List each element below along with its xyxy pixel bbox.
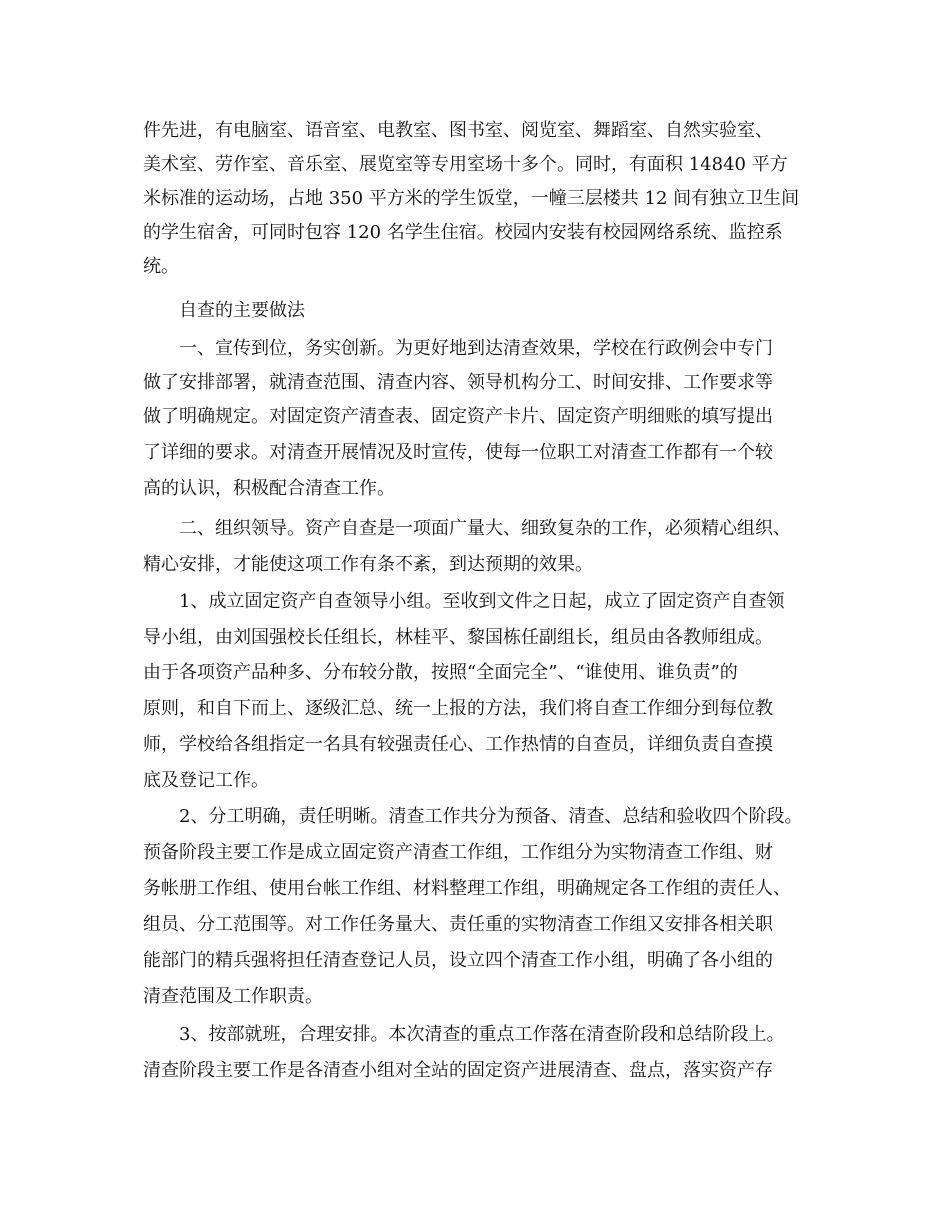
text-line: 精心安排，才能使这项工作有条不紊，到达预期的效果。 <box>143 554 593 575</box>
text-line: 了详细的要求。对清查开展情况及时宣传，使每一位职工对清查工作都有一个较 <box>143 442 773 463</box>
text-line: 预备阶段主要工作是成立固定资产清查工作组，工作组分为实物清查工作组、财 <box>143 842 773 863</box>
text-line: 一、宣传到位，务实创新。为更好地到达清查效果，学校在行政例会中专门 <box>179 338 773 359</box>
text-line: 底及登记工作。 <box>143 770 269 791</box>
text-line: 统。 <box>143 256 179 277</box>
section-heading: 自查的主要做法 <box>179 300 305 321</box>
text-line: 原则，和自下而上、逐级汇总、统一上报的方法，我们将自查工作细分到每位教 <box>143 698 773 719</box>
text-line: 做了明确规定。对固定资产清查表、固定资产卡片、固定资产明细账的填写提出 <box>143 406 773 427</box>
text-line: 3、按部就班，合理安排。本次清查的重点工作落在清查阶段和总结阶段上。 <box>179 1024 785 1045</box>
text-line: 米标准的运动场，占地 350 平方米的学生饭堂，一幢三层楼共 12 间有独立卫生间 <box>143 188 800 209</box>
text-line: 的学生宿舍，可同时包容 120 名学生住宿。校园内安装有校园网络系统、监控系 <box>143 222 783 243</box>
text-line: 件先进，有电脑室、语音室、电教室、图书室、阅览室、舞蹈室、自然实验室、 <box>143 120 773 141</box>
text-line: 做了安排部署，就清查范围、清查内容、领导机构分工、时间安排、工作要求等 <box>143 372 773 393</box>
text-line: 清查阶段主要工作是各清查小组对全站的固定资产进展清查、盘点，落实资产存 <box>143 1060 773 1081</box>
text-line: 美术室、劳作室、音乐室、展览室等专用室场十多个。同时，有面积 14840 平方 <box>143 154 788 175</box>
text-line: 师，学校给各组指定一名具有较强责任心、工作热情的自查员，详细负责自查摸 <box>143 734 773 755</box>
text-line: 组员、分工范围等。对工作任务量大、责任重的实物清查工作组又安排各相关职 <box>143 914 773 935</box>
text-line: 能部门的精兵强将担任清查登记人员，设立四个清查工作小组，明确了各小组的 <box>143 950 773 971</box>
text-line: 二、组织领导。资产自查是一项面广量大、细致复杂的工作，必须精心组织、 <box>179 518 791 539</box>
text-line: 2、分工明确，责任明晰。清查工作共分为预备、清查、总结和验收四个阶段。 <box>179 806 803 827</box>
text-line: 1、成立固定资产自查领导小组。至收到文件之日起，成立了固定资产自查领 <box>179 591 785 612</box>
text-line: 由于各项资产品种多、分布较分散，按照“全面完全”、“谁使用、谁负责”的 <box>143 662 738 683</box>
text-line: 清查范围及工作职责。 <box>143 986 323 1007</box>
text-line: 导小组，由刘国强校长任组长，林桂平、黎国栋任副组长，组员由各教师组成。 <box>143 627 773 648</box>
text-line: 高的认识，积极配合清查工作。 <box>143 478 395 499</box>
text-line: 务帐册工作组、使用台帐工作组、材料整理工作组，明确规定各工作组的责任人、 <box>143 878 791 899</box>
